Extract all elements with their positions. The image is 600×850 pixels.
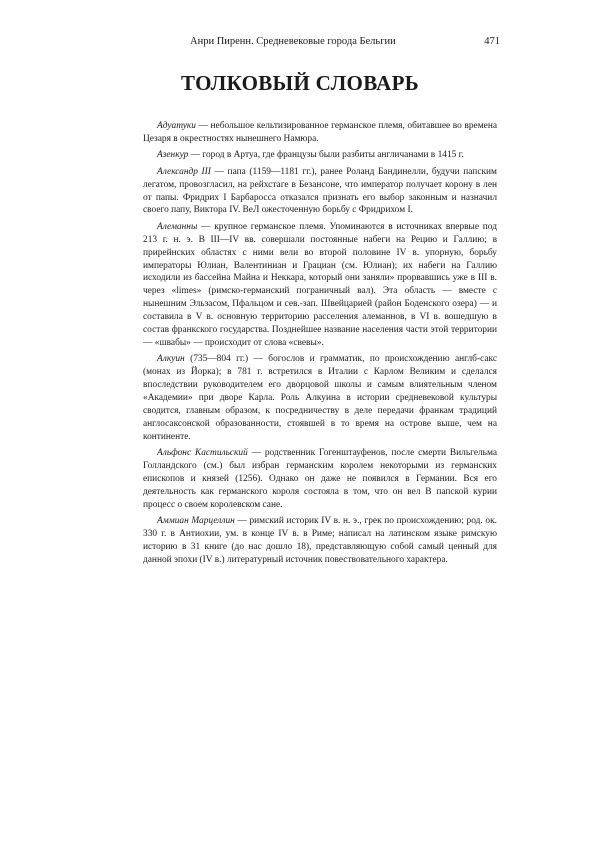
glossary-entry xyxy=(143,149,497,162)
running-title: Анри Пиренн. Средневековые города Бельгии xyxy=(190,36,396,47)
entry-definition: — город в Артуа, где французы были разбиты англичанами в 1415 г. xyxy=(188,150,464,161)
page-title: ТОЛКОВЫЙ СЛОВАРЬ xyxy=(181,71,419,95)
entry-term: Азенкур xyxy=(157,150,189,161)
glossary-entry xyxy=(143,221,497,350)
running-header xyxy=(190,36,500,47)
page-number: 471 xyxy=(484,36,500,47)
entry-definition: — римский историк IV в. н. э., грек по происхождению; род. ок. 330 г. в Антиохии, ум. в конце IV в. в Риме; написал на латинском языке римскую историю в 31 книге (до нас дошло 18), представляющую собой самый ценный для данной эпохи (IV в.) литературный источник повествовательного характера. xyxy=(143,516,497,565)
glossary-entry xyxy=(143,166,497,218)
entry-definition: — родственник Гогенштауфенов, после смерти Вильгельма Голландского (см.) был избран германским королем некоторыми из германских епископов и князей (1256). Однако он даже не появился в Германии. Вся его деятельность как германского короля состояла в том, что он вел В папской курии процесс о своем королевском сане. xyxy=(143,448,497,510)
entry-term: Альфонс Кастильский xyxy=(157,448,248,459)
glossary-entry xyxy=(143,515,497,567)
entry-definition: (735—804 гг.) — богослов и грамматик, по происхождению англб-сакс (монах из Йорка); в 781 г. встретился в Италии с Карлом Великим и сделался впоследствии руководителем его дворцовой школы и самым влиятельным членом «Академии» при дворе Карла. Роль Алкуина в истории средневековой культуры сводится, главным образом, к посредничеству в деле передачи франкам традиций англосаксонской образованности, стоявшей в то время на острове выше, чем на континенте. xyxy=(143,354,497,442)
entry-term: Адуатуки xyxy=(157,121,196,131)
glossary-entry xyxy=(143,353,497,443)
entry-definition: — небольшое кельтизированное германское племя, обитавшее во времена Цезаря в окрестностях нынешнего Намюра. xyxy=(143,121,497,144)
entry-term: Аммиан Марцеллин xyxy=(157,516,235,527)
entry-definition: — крупное германское племя. Упоминаются в источниках впервые под 213 г. н. э. В III—IV вв. совершали постоянные набеги на Рецию и Галлию; в прирейнских областях с ними вели во второй половине IV в. упорную, борьбу императоры Юлиан, Валентиниан и Грациан (см. Юлиан); их набеги на Галлию исходили из бассейна Майна и Неккара, который они заняли» прорвавшись уже в III в. через «limes» (римско-германский пограничный вал). Эта область — вместе с нынешним Эльзасом, Пфальцом и сев.-зап. Швейцарией (район Боденского озера) — и составила в V в. основную территорию расселения алеманнов, в VI в. вошедшую в состав франкского государства. Позднейшее название населения части этой территории — «швабы» — происходит от слова «свевы». xyxy=(143,221,497,348)
entry-term: Алкуин xyxy=(157,354,185,365)
entry-term: Александр III xyxy=(157,166,211,177)
glossary-entry xyxy=(143,120,497,146)
entry-term: Алеманны xyxy=(157,221,198,232)
glossary-entries xyxy=(143,120,497,570)
entry-definition: — папа (1159—1181 гг.), ранее Роланд Бандинелли, будучи папским легатом, провозгласил, на рейхстаге в Безансоне, что император получает корону в лен от папы. Фридрих I Барбаросса отказался признать его выбор законным и назначил своего папу, Виктора IV. ВеЛ ожесточенную борьбу с Фридрихом I. xyxy=(143,166,497,216)
glossary-entry xyxy=(143,447,497,512)
